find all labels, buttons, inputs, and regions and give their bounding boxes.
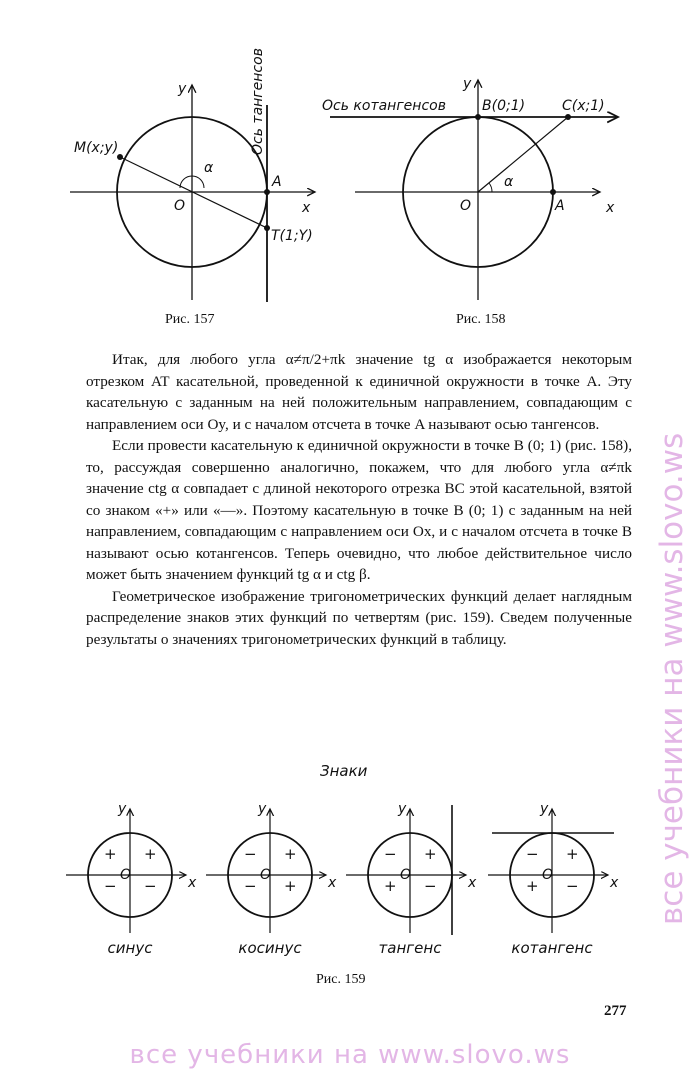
watermark-bottom: все учебники на www.slovo.ws (129, 1040, 571, 1070)
sign-quadrant-1: + (566, 845, 579, 863)
origin-label: O (260, 867, 272, 883)
sign-quadrant-2: − (244, 845, 257, 863)
axis-y-label: y (463, 76, 472, 92)
point-a-label: A (272, 174, 282, 190)
paragraph: Если провести касательную к единичной окружности в точке B (0; 1) (рис. 158), то, рассуждая совершенно аналогично, покажем, что для любого угла α≠πk значение ctg α совпадает с длиной некоторого отрезка BC этой касательной, взятой со знаком «+» или «—». Поэтому касательную в точке B (0; 1) с заданным на ней направлением, совпадающим с направлением оси Ox, и с началом отсчета в точке B называют осью котангенсов. Теперь очевидно, что любое действительное число может быть значением функций tg α и ctg β. (86, 437, 632, 583)
angle-arc (489, 183, 492, 192)
point-c-label: C(x;1) (562, 98, 605, 114)
axis-y-label: y (118, 801, 127, 817)
origin-label: O (120, 867, 132, 883)
point-a-dot (264, 189, 270, 195)
watermark-text: все учебники на www.slovo.ws (654, 432, 690, 925)
diagram-name: косинус (238, 939, 302, 957)
sign-quadrant-1: + (284, 845, 297, 863)
sign-quadrant-3: + (384, 877, 397, 895)
point-b-label: B(0;1) (482, 98, 526, 114)
paragraph: Итак, для любого угла α≠π/2+πk значение tg α изображается некоторым отрезком AT касательной, проведенной к единичной окружности в точке A. Эту касательную с заданным на ней положительным направлением, совпадающим с направлением оси Oy, и с началом отсчета в точке A называют осью тангенсов. (86, 351, 632, 433)
point-b-dot (475, 114, 481, 120)
angle-label: α (204, 160, 214, 176)
point-t-dot (264, 225, 270, 231)
point-a-label: A (555, 198, 565, 214)
sign-quadrant-4: − (424, 877, 437, 895)
sign-quadrant-1: + (144, 845, 157, 863)
fig159-title: Знаки (320, 762, 368, 780)
figure-157 (70, 48, 315, 327)
axis-y-label: y (258, 801, 267, 817)
point-a-dot (550, 189, 556, 195)
diagram-name: тангенс (378, 939, 442, 957)
sign-quadrant-2: − (526, 845, 539, 863)
axis-x-label: x (328, 875, 337, 891)
figure-158 (322, 76, 618, 327)
ray-oc (478, 117, 568, 192)
point-t-label: T(1;Y) (271, 228, 313, 244)
sign-quadrant-3: + (526, 877, 539, 895)
paragraph: Геометрическое изображение тригонометрических функций делает наглядным распределение знаков этих функций по четвертям (рис. 159). Сведем полученные результаты о значениях тригонометрических функций в таблицу. (86, 587, 632, 648)
diagram-name: котангенс (511, 939, 593, 957)
tangent-axis-label: Ось тангенсов (250, 48, 266, 155)
sign-quadrant-4: − (566, 877, 579, 895)
page-number: 277 (604, 1003, 627, 1019)
body-text (86, 349, 632, 650)
axis-y-label: y (398, 801, 407, 817)
sign-quadrant-4: − (144, 877, 157, 895)
axis-y-label: y (540, 801, 549, 817)
watermark-side (652, 150, 692, 930)
axis-x-label: x (188, 875, 197, 891)
axis-y-label: y (178, 81, 187, 97)
sign-quadrant-1: + (424, 845, 437, 863)
origin-label: O (400, 867, 412, 883)
fig158-caption: Рис. 158 (456, 312, 506, 327)
sign-diagrams (66, 801, 619, 957)
origin-label: O (542, 867, 554, 883)
axis-x-label: x (610, 875, 619, 891)
sign-quadrant-3: − (104, 877, 117, 895)
point-m-label: M(x;y) (74, 140, 119, 156)
axis-x-label: x (606, 200, 615, 216)
angle-label: α (504, 174, 514, 190)
point-c-dot (565, 114, 571, 120)
fig159-caption: Рис. 159 (316, 972, 366, 987)
diagram-name: синус (107, 939, 153, 957)
sign-quadrant-2: − (384, 845, 397, 863)
cotangent-axis-label: Ось котангенсов (322, 98, 446, 114)
figure-159 (66, 762, 619, 987)
sign-quadrant-3: − (244, 877, 257, 895)
origin-label: O (460, 198, 472, 214)
fig157-caption: Рис. 157 (165, 312, 215, 327)
sign-quadrant-2: + (104, 845, 117, 863)
axis-x-label: x (468, 875, 477, 891)
sign-quadrant-4: + (284, 877, 297, 895)
axis-x-label: x (302, 200, 311, 216)
origin-label: O (174, 198, 186, 214)
